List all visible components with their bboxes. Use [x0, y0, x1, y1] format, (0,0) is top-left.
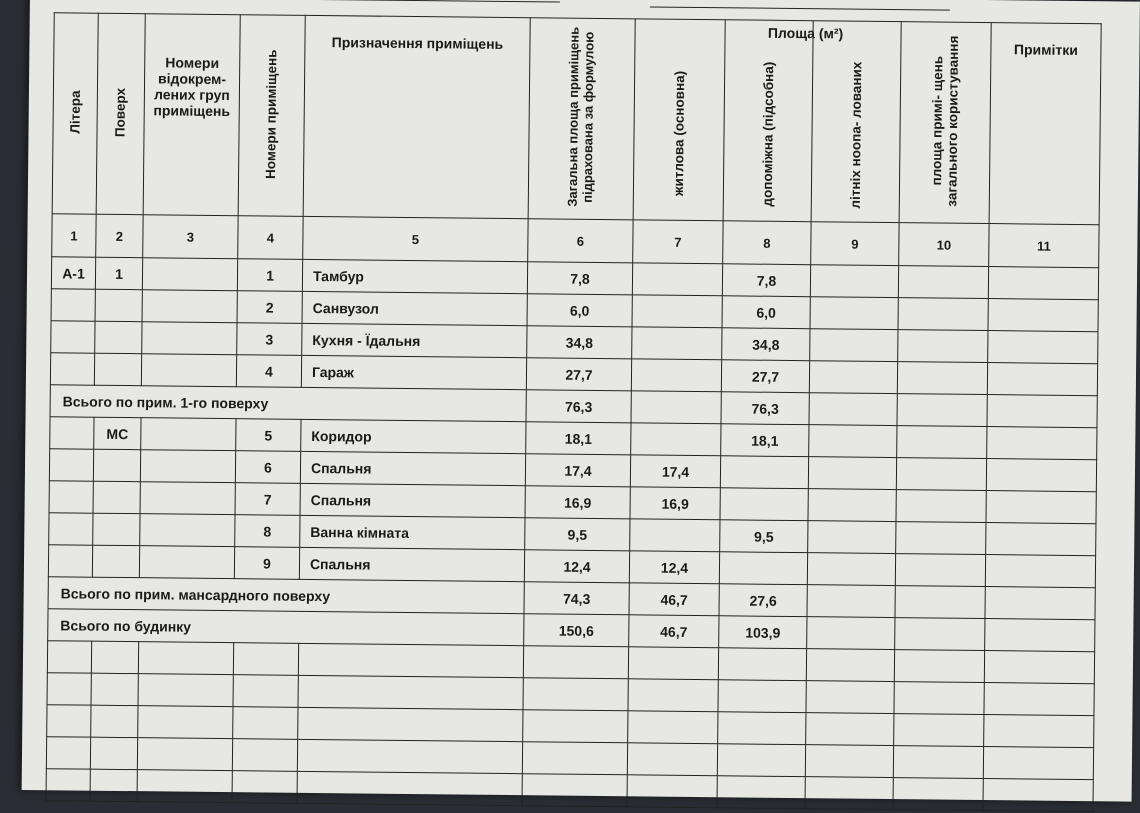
total-label: Всього по прим. мансардного поверху [48, 577, 524, 614]
cell-common-area [896, 522, 986, 555]
cell-room-name: Гараж [301, 355, 526, 389]
empty-cell [138, 706, 233, 739]
cell-aux-area: 18,1 [721, 424, 809, 457]
cell-summer-area [808, 489, 896, 522]
total-area-sum: 150,6 [524, 614, 629, 647]
cell-living-area: 16,9 [630, 487, 720, 520]
empty-cell [983, 747, 1093, 780]
aux-area-sum: 76,3 [721, 392, 809, 425]
cell-common-area [897, 426, 987, 459]
cell-litera [49, 481, 93, 513]
cell-total-area: 6,0 [527, 294, 632, 327]
cell-room-number: 9 [234, 547, 299, 580]
col-number: 8 [723, 221, 811, 265]
cell-notes [988, 331, 1098, 364]
living-area-sum [631, 391, 721, 424]
cell-group [141, 354, 236, 387]
total-area-sum: 74,3 [524, 582, 629, 615]
header-litera: Літера [52, 13, 98, 214]
cell-room-number: 6 [235, 451, 300, 484]
empty-cell [233, 707, 298, 740]
cell-litera: А-1 [51, 257, 95, 289]
empty-cell [138, 674, 233, 707]
header-notes: Примітки [989, 23, 1101, 225]
empty-cell [297, 771, 522, 805]
cell-aux-area: 6,0 [722, 296, 810, 329]
cell-group [139, 546, 234, 579]
area-group-title: Площа (м²) [767, 24, 844, 42]
total-area-sum: 76,3 [526, 390, 631, 423]
cell-litera [50, 417, 94, 449]
cell-room-name: Коридор [301, 419, 526, 453]
summer-area-sum [807, 617, 895, 650]
cell-floor [93, 449, 140, 481]
empty-cell [91, 673, 138, 705]
cell-summer-area [810, 265, 898, 298]
cell-common-area [897, 362, 987, 395]
cell-room-name: Спальня [300, 483, 525, 517]
cell-notes [986, 491, 1096, 524]
aux-area-sum: 103,9 [719, 616, 807, 649]
cell-floor [92, 545, 139, 577]
cell-total-area: 34,8 [527, 326, 632, 359]
cell-total-area: 7,8 [527, 262, 632, 295]
col-number: 1 [52, 214, 96, 257]
empty-cell [984, 715, 1094, 748]
col-number: 3 [143, 215, 238, 259]
cell-living-area [631, 423, 721, 456]
empty-cell [806, 713, 894, 746]
empty-cell [806, 649, 894, 682]
cell-aux-area [720, 456, 808, 489]
cell-group [140, 450, 235, 483]
cell-floor [95, 321, 142, 353]
cell-group [140, 514, 235, 547]
cell-group [142, 290, 237, 323]
col-number: 6 [528, 219, 633, 263]
cell-total-area: 16,9 [525, 486, 630, 519]
cell-floor [94, 353, 141, 385]
empty-cell [46, 737, 90, 769]
cell-room-name: Спальня [299, 547, 524, 581]
empty-cell [91, 705, 138, 737]
header-room-numbers: Номери приміщень [238, 15, 305, 217]
cell-total-area: 17,4 [525, 454, 630, 487]
cell-notes [985, 555, 1095, 588]
cell-litera [50, 353, 94, 385]
cell-common-area [898, 298, 988, 331]
cell-notes [988, 267, 1098, 300]
header-purpose: Призначення приміщень [303, 15, 530, 218]
notes-sum [985, 619, 1095, 652]
cell-living-area [631, 359, 721, 392]
notes-sum [987, 395, 1097, 428]
common-area-sum [895, 586, 985, 619]
total-label: Всього по прим. 1-го поверху [50, 385, 526, 422]
col-number: 2 [96, 214, 143, 257]
cell-room-name: Кухня - Їдальня [302, 323, 527, 357]
empty-cell [298, 643, 523, 677]
cell-aux-area: 27,7 [721, 360, 809, 393]
cell-notes [986, 459, 1096, 492]
cell-room-number: 1 [237, 259, 302, 292]
cell-notes [987, 363, 1097, 396]
summer-area-sum [807, 585, 895, 618]
empty-cell [628, 679, 718, 712]
cell-notes [988, 299, 1098, 332]
cell-common-area [896, 490, 986, 523]
empty-cell [717, 744, 805, 777]
col-number: 7 [633, 220, 723, 264]
cell-room-number: 3 [237, 323, 302, 356]
header-floor: Поверх [96, 13, 145, 214]
cell-aux-area: 9,5 [720, 520, 808, 553]
cell-notes [987, 427, 1097, 460]
empty-cell [894, 714, 984, 747]
cell-notes [986, 523, 1096, 556]
empty-cell [523, 678, 628, 711]
cell-common-area [898, 330, 988, 363]
cell-litera [49, 513, 93, 545]
empty-cell [522, 742, 627, 775]
col-number: 5 [303, 216, 528, 261]
cell-summer-area [809, 425, 897, 458]
cell-litera [51, 321, 95, 353]
cell-living-area: 17,4 [630, 455, 720, 488]
empty-cell [233, 643, 298, 676]
cell-floor: 1 [95, 257, 142, 289]
cell-summer-area [808, 521, 896, 554]
cell-aux-area: 34,8 [722, 328, 810, 361]
empty-cell [233, 675, 298, 708]
cell-living-area: 12,4 [629, 551, 719, 584]
empty-cell [627, 775, 717, 808]
empty-cell [984, 683, 1094, 716]
cell-floor [93, 481, 140, 513]
cell-total-area: 18,1 [526, 422, 631, 455]
empty-cell [47, 641, 91, 673]
empty-cell [894, 650, 984, 683]
cell-room-name: Спальня [300, 451, 525, 485]
notes-sum [985, 587, 1095, 620]
empty-cell [46, 769, 90, 801]
header-living-area: Площа (м²) житлова (основна) [633, 19, 725, 221]
empty-cell [627, 743, 717, 776]
empty-cell [717, 776, 805, 809]
empty-cell [47, 705, 91, 737]
empty-cell [232, 739, 297, 772]
header-row [52, 13, 1101, 225]
cell-floor [95, 289, 142, 321]
cell-group [142, 322, 237, 355]
empty-cell [523, 646, 628, 679]
living-area-sum: 46,7 [629, 615, 719, 648]
empty-cell [718, 680, 806, 713]
empty-cell [47, 673, 91, 705]
rooms-area-table [46, 12, 1102, 812]
cell-living-area [632, 295, 722, 328]
empty-cell [893, 778, 983, 811]
empty-cell [137, 738, 232, 771]
cell-summer-area [810, 329, 898, 362]
cell-common-area [896, 458, 986, 491]
cell-litera [51, 289, 95, 321]
cell-aux-area: 7,8 [722, 264, 810, 297]
empty-cell [628, 647, 718, 680]
col-number: 4 [238, 216, 303, 260]
cell-floor [93, 513, 140, 545]
cell-room-name: Тамбур [302, 259, 527, 293]
living-area-sum: 46,7 [629, 583, 719, 616]
cell-summer-area [810, 297, 898, 330]
cell-aux-area [719, 552, 807, 585]
empty-cell [90, 769, 137, 801]
cell-summer-area [809, 361, 897, 394]
col-number: 9 [811, 222, 899, 266]
header-underline [650, 6, 950, 10]
summer-area-sum [809, 393, 897, 426]
empty-cell [894, 682, 984, 715]
col-number: 11 [989, 224, 1099, 268]
empty-cell [137, 770, 232, 803]
cell-litera [49, 449, 93, 481]
empty-cell [522, 774, 627, 807]
cell-total-area: 9,5 [525, 518, 630, 551]
cell-group [141, 418, 236, 451]
cell-aux-area [720, 488, 808, 521]
empty-cell [718, 712, 806, 745]
cell-total-area: 12,4 [524, 550, 629, 583]
cell-living-area [632, 263, 722, 296]
empty-cell [297, 739, 522, 773]
empty-cell [232, 771, 297, 804]
cell-floor: МС [94, 417, 141, 449]
aux-area-sum: 27,6 [719, 584, 807, 617]
cell-living-area [632, 327, 722, 360]
header-room-groups: Номери відокрем- лених груп приміщень [143, 14, 240, 216]
common-area-sum [895, 618, 985, 651]
cell-room-number: 7 [235, 483, 300, 516]
document-page [22, 0, 1140, 802]
header-aux-area: допоміжна (підсобна) [723, 20, 813, 222]
cell-living-area [630, 519, 720, 552]
cell-common-area [898, 266, 988, 299]
cell-summer-area [808, 457, 896, 490]
empty-cell [805, 777, 893, 810]
cell-total-area: 27,7 [526, 358, 631, 391]
header-total-area: Загальна площа приміщень підрахована за формулою [528, 18, 635, 220]
common-area-sum [897, 394, 987, 427]
cell-group [140, 482, 235, 515]
cell-room-number: 2 [237, 291, 302, 324]
col-number: 10 [899, 223, 989, 267]
cell-room-name: Санвузол [302, 291, 527, 325]
empty-cell [138, 642, 233, 675]
cell-room-number: 8 [235, 515, 300, 548]
cell-room-number: 4 [236, 355, 301, 388]
empty-cell [90, 737, 137, 769]
empty-cell [523, 710, 628, 743]
empty-cell [805, 745, 893, 778]
empty-cell [628, 711, 718, 744]
header-underline [90, 0, 560, 3]
empty-cell [893, 746, 983, 779]
cell-room-name: Ванна кімната [300, 515, 525, 549]
empty-cell [298, 707, 523, 741]
empty-cell [983, 779, 1093, 812]
empty-cell [718, 648, 806, 681]
empty-cell [91, 641, 138, 673]
empty-cell [984, 651, 1094, 684]
cell-summer-area [807, 553, 895, 586]
cell-room-number: 5 [236, 419, 301, 452]
cell-common-area [895, 554, 985, 587]
header-summer-area: літніх ноопа- лованих [811, 21, 901, 223]
empty-cell [298, 675, 523, 709]
total-label: Всього по будинку [48, 609, 524, 646]
empty-cell [806, 681, 894, 714]
header-common-area: площа примі- щень загального користування [899, 22, 991, 224]
cell-litera [48, 545, 92, 577]
cell-group [142, 258, 237, 291]
